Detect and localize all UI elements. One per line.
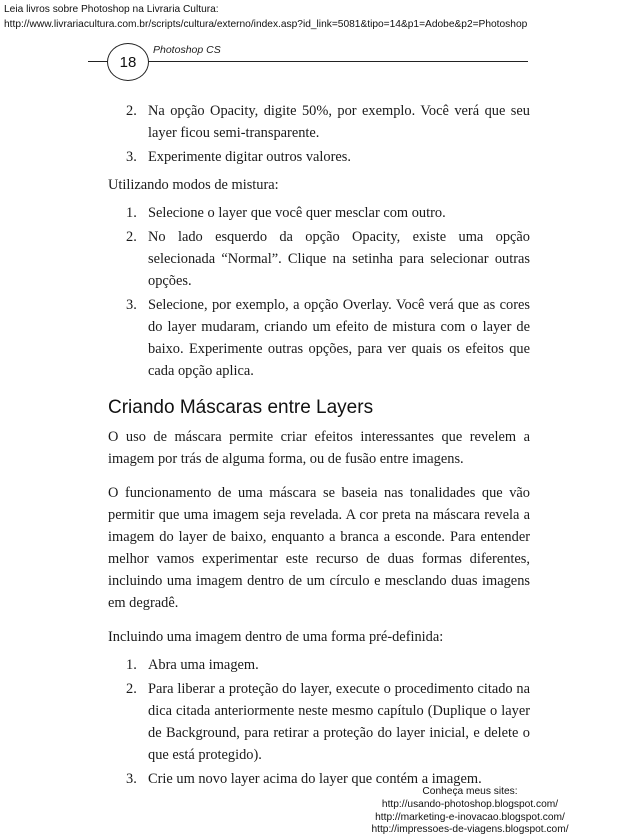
list-item (108, 678, 530, 766)
shape-steps-list (108, 654, 530, 790)
list-item-number: 3. (126, 149, 137, 165)
mask-intro-paragraph: O uso de máscara permite criar efeitos interessantes que revelem a imagem por trás de alguma forma, ou de fusão entre imagens. (108, 429, 530, 467)
list-item-number: 2. (126, 103, 137, 119)
list-item (108, 226, 530, 292)
sites-footer-heading: Conheça meus sites: (422, 786, 518, 797)
shape-intro: Incluindo uma imagem dentro de uma forma pré-definida: (108, 629, 444, 645)
list-item-text: Para liberar a proteção do layer, execute o procedimento citado na dica citada anteriormente neste mesmo capítulo (Duplique o layer de Background, para retirar a proteção do layer inicial, e delete o que está protegido). (148, 681, 530, 763)
list-item-text: Experimente digitar outros valores. (148, 149, 352, 165)
section-heading: Criando Máscaras entre Layers (108, 397, 374, 418)
list-item-number: 1. (126, 205, 137, 221)
list-item-number: 3. (126, 297, 137, 313)
blend-modes-intro: Utilizando modos de mistura: (108, 177, 279, 193)
top-note-link[interactable]: http://www.livrariacultura.com.br/scripts/cultura/externo/index.asp?id_link=5081&tipo=14&p1=Adobe&p2=Photoshop (4, 19, 528, 30)
site-link[interactable]: http://usando-photoshop.blogspot.com/ (381, 798, 559, 810)
blend-modes-steps-list (108, 202, 530, 382)
page-number: 18 (119, 53, 137, 71)
list-item (108, 294, 530, 382)
header-rule (88, 61, 528, 62)
list-item (108, 202, 530, 224)
list-item-number: 3. (126, 771, 137, 787)
top-note-line-1: Leia livros sobre Photoshop na Livraria Cultura: (4, 4, 219, 15)
mask-explanation-paragraph: O funcionamento de uma máscara se baseia nas tonalidades que vão permitir que uma imagem seja revelada. A cor preta na máscara revela a imagem do layer de baixo, enquanto a branca a esconde. Para entender melhor vamos experimentar este recurso de duas formas diferentes, incluindo uma imagem dentro de um círculo e mesclando duas imagens em degradê. (108, 485, 530, 611)
list-item-text: No lado esquerdo da opção Opacity, existe uma opção selecionada “Normal”. Clique na setinha para selecionar outras opções. (148, 229, 530, 289)
list-item-number: 1. (126, 657, 137, 673)
list-item-text: Na opção Opacity, digite 50%, por exemplo. Você verá que seu layer ficou semi-transparente. (148, 103, 530, 141)
sites-footer (340, 786, 600, 837)
page-number-badge (107, 43, 149, 81)
site-link[interactable]: http://marketing-e-inovacao.blogspot.com/ (375, 811, 565, 823)
top-note (4, 2, 636, 32)
list-item (108, 146, 530, 168)
list-item (108, 100, 530, 144)
list-item-text: Crie um novo layer acima do layer que contém a imagem. (148, 771, 482, 787)
list-item-text: Selecione o layer que você quer mesclar com outro. (148, 205, 446, 221)
site-link[interactable]: http://impressoes-de-viagens.blogspot.com/ (371, 824, 569, 836)
opacity-steps-list (108, 100, 530, 168)
list-item-number: 2. (126, 681, 137, 697)
running-header-title: Photoshop CS (153, 44, 221, 56)
list-item-number: 2. (126, 229, 137, 245)
list-item-text: Abra uma imagem. (148, 657, 259, 673)
page-body (108, 100, 530, 792)
list-item (108, 654, 530, 676)
list-item-text: Selecione, por exemplo, a opção Overlay. Você verá que as cores do layer mudaram, criando um efeito de mistura com o layer de baixo. Experimente outras opções, para ver quais os efeitos que cada opção aplica. (148, 297, 530, 379)
